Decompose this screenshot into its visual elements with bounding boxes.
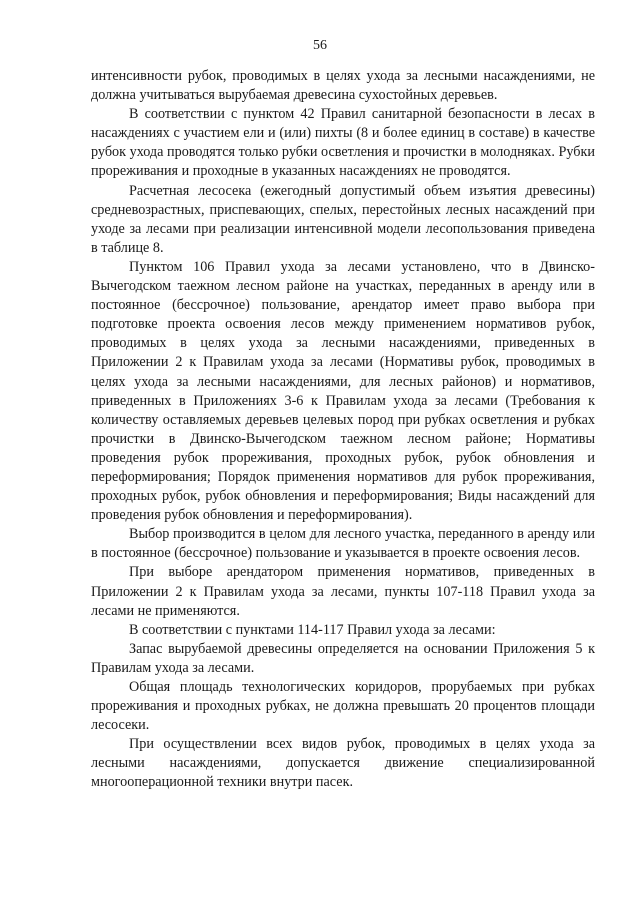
paragraph-1: интенсивности рубок, проводимых в целях ухода за лесными насаждениями, не должна учитываться вырубаемая древесина сухостойных деревьев. — [91, 68, 595, 104]
paragraph-8: Запас вырубаемой древесины определяется на основании Приложения 5 к Правилам ухода за лесами. — [91, 640, 595, 676]
paragraph-7: В соответствии с пунктами 114-117 Правил ухода за лесами: — [129, 621, 496, 638]
body-text — [91, 67, 595, 793]
paragraph-9: Общая площадь технологических коридоров, прорубаемых при рубках прореживания и проходных рубках, не должна превышать 20 процентов площади лесосеки. — [91, 679, 595, 734]
paragraph-4: Пунктом 106 Правил ухода за лесами установлено, что в Двинско-Вычегодском таежном лесном районе на участках, переданных в аренду или в постоянное (бессрочное) пользование, арендатор имеет право выбора при подготовке проекта освоения лесов между применением нормативов рубок, проводимых в целях ухода за лесными насаждениями, приведенных в Приложении 2 к Правилам ухода за лесами (Нормативы рубок, проводимых в целях ухода за лесными насаждениями, для лесных районов) и нормативов, приведенных в Приложениях 3-6 к Правилам ухода за лесами (Требования к количеству оставляемых деревьев целевых пород при рубках осветления и рубках прочистки в Двинско-Вычегодском таежном лесном районе; Нормативы проведения рубок прореживания, проходных рубок, рубок обновления и переформирования; Порядок применения нормативов для рубок прореживания, проходных рубок, рубок обновления и переформирования; Виды насаждений для проведения рубок обновления и переформирования). — [91, 258, 595, 524]
paragraph-5: Выбор производится в целом для лесного участка, переданного в аренду или в постоянное (бессрочное) пользование и указывается в проекте освоения лесов. — [91, 526, 595, 562]
paragraph-3: Расчетная лесосека (ежегодный допустимый объем изъятия древесины) средневозрастных, приспевающих, спелых, перестойных лесных насаждений при уходе за лесами при реализации интенсивной модели лесопользования приведена в таблице 8. — [91, 182, 595, 256]
page-number: 56 — [313, 38, 327, 53]
paragraph-2: В соответствии с пунктом 42 Правил санитарной безопасности в лесах в насаждениях с участием ели и (или) пихты (8 и более единиц в составе) в качестве рубок ухода проводятся только рубки осветления и прочистки в молодняках. Рубки прореживания и проходные в указанных насаждениях не проводятся. — [91, 106, 595, 180]
paragraph-10: При осуществлении всех видов рубок, проводимых в целях ухода за лесными насаждениями, допускается движение специализированной многооперационной техники внутри пасек. — [91, 736, 595, 791]
paragraph-6: При выборе арендатором применения нормативов, приведенных в Приложении 2 к Правилам ухода за лесами, пункты 107-118 Правил ухода за лесами не применяются. — [91, 564, 595, 619]
